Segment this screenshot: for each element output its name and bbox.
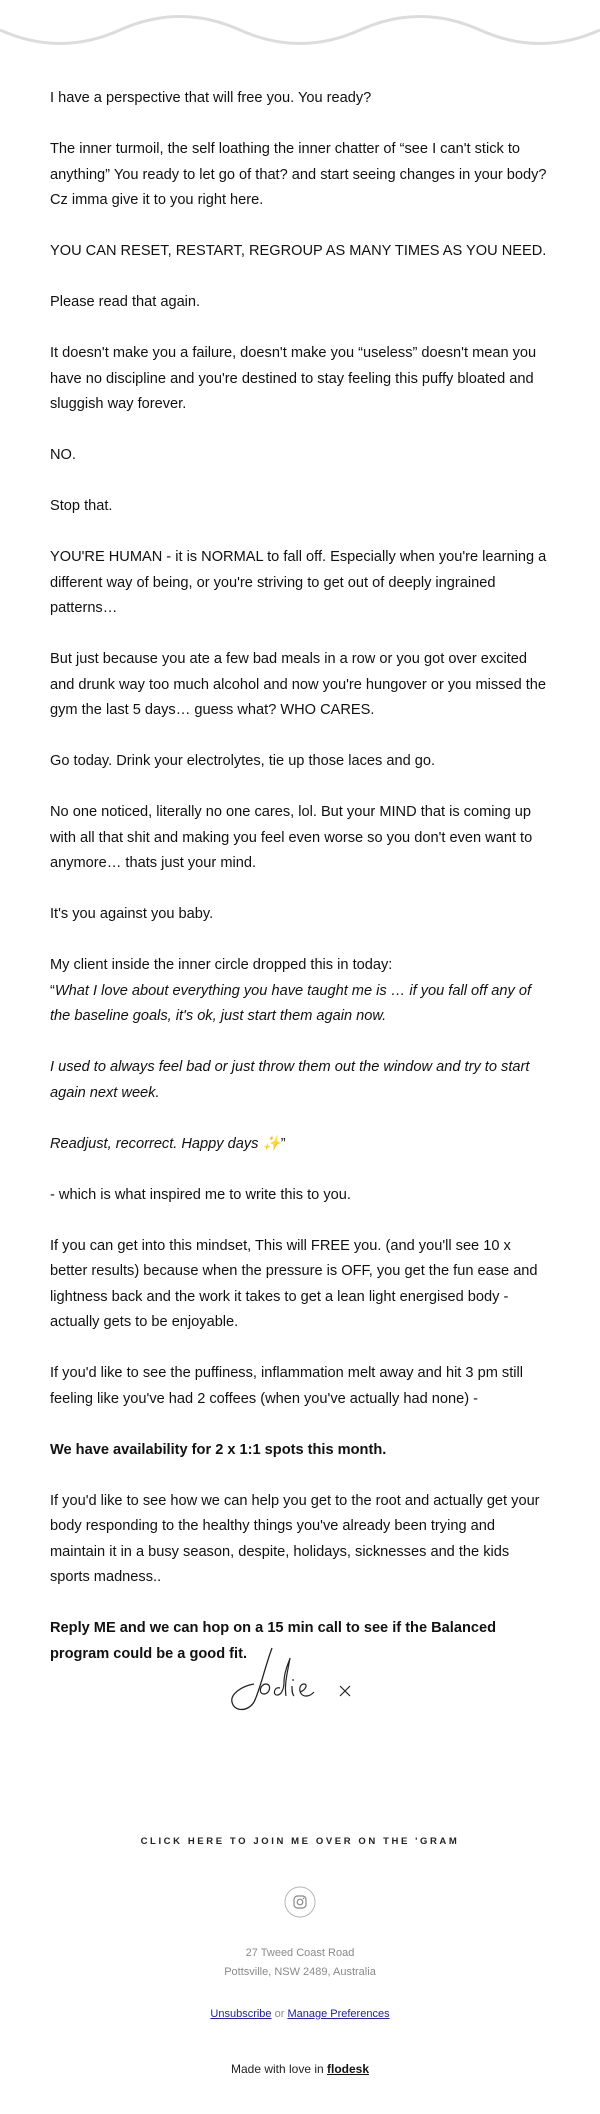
footer-links [0,2008,600,2020]
paragraph-mindset: If you can get into this mindset, This will FREE you. (and you'll see 10 x better results) because when the pressure is OFF, you get the fun ease and lightness back and the work it takes to get a lean light energised body - actually gets to be enjoyable. [50,1237,538,1330]
paragraph-puffiness: If you'd like to see the puffiness, inflammation melt away and hit 3 pm still feeling like you've had 2 coffees (when you've actually had none) - [50,1365,523,1407]
signature-image [220,1640,380,1720]
paragraph-not-failure: It doesn't make you a failure, doesn't make you “useless” doesn't mean you have no discipline and you're destined to stay feeling this puffy bloated and sluggish way forever. [50,345,537,412]
instagram-icon[interactable] [284,1886,316,1918]
email-body [50,86,550,1693]
paragraph-inner-turmoil: The inner turmoil, the self loathing the inner chatter of “see I can't stick to anything” You ready to let go of that? and start seeing changes in your body? Cz imma give it to you right here. [50,141,547,208]
address-line-2: Pottsville, NSW 2489, Australia [224,1966,376,1978]
paragraph-inspired: - which is what inspired me to write this to you. [50,1186,351,1203]
flodesk-link[interactable]: flodesk [327,2062,370,2076]
paragraph-client-intro: My client inside the inner circle dropped this in today: [50,957,393,973]
paragraph-read-again: Please read that again. [50,294,201,310]
paragraph-no-one-noticed: No one noticed, literally no one cares, lol. But your MIND that is coming up with all that shit and making you feel even worse so you don't even want to anymore… thats just your mind. [50,804,533,871]
paragraph-reset: YOU CAN RESET, RESTART, REGROUP AS MANY TIMES AS YOU NEED. [50,243,547,259]
address-line-1: 27 Tweed Coast Road [245,1947,355,1959]
paragraph-bad-meals: But just because you ate a few bad meals in a row or you got over excited and drunk way too much alcohol and now you're hungover or you missed the gym the last 5 days… guess what? WHO CARES. [50,651,547,718]
client-quote-text: What I love about everything you have taught me is … if you fall off any of the baseline goals, it's ok, just start them again now. [50,982,532,1024]
paragraph-perspective: I have a perspective that will free you. You ready? [50,90,372,106]
paragraph-reply-cta: Reply ME and we can hop on a 15 min call to see if the Balanced program could be a good fit. [50,1620,497,1662]
wave-divider [0,0,600,60]
quote-close: ” [280,1135,286,1152]
paragraph-availability: We have availability for 2 x 1:1 spots this month. [50,1441,387,1458]
made-with-text: Made with love in [230,2062,328,2076]
paragraph-client-quote-3 [50,1132,550,1158]
unsubscribe-link[interactable]: Unsubscribe [210,2008,272,2020]
quote-open: “ [50,982,55,999]
paragraph-no: NO. [50,447,76,463]
instagram-cta-link[interactable]: CLICK HERE TO JOIN ME OVER ON THE 'GRAM [140,1836,460,1847]
paragraph-client-quote [50,979,550,1030]
footer-address [0,1944,600,1982]
paragraph-go-today: Go today. Drink your electrolytes, tie up those laces and go. [50,753,436,769]
paragraph-human: YOU'RE HUMAN - it is NORMAL to fall off. Especially when you're learning a different way of being, or you're striving to get out of deeply ingrained patterns… [50,549,547,616]
paragraph-stop: Stop that. [50,498,113,514]
paragraph-client-quote-2: I used to always feel bad or just throw them out the window and try to start again next week. [50,1059,530,1101]
manage-preferences-link[interactable]: Manage Preferences [287,2008,390,2020]
client-quote-end-text: Readjust, recorrect. Happy days ✨ [50,1135,281,1152]
paragraph-you-against-you: It's you against you baby. [50,906,214,922]
made-with-love [0,2062,600,2076]
footer-or: or [271,2008,288,2020]
paragraph-help: If you'd like to see how we can help you get to the root and actually get your body responding to the healthy things you've already been trying and maintain it in a busy season, despite, holidays, sicknesses and the kids sports madness.. [50,1492,540,1585]
